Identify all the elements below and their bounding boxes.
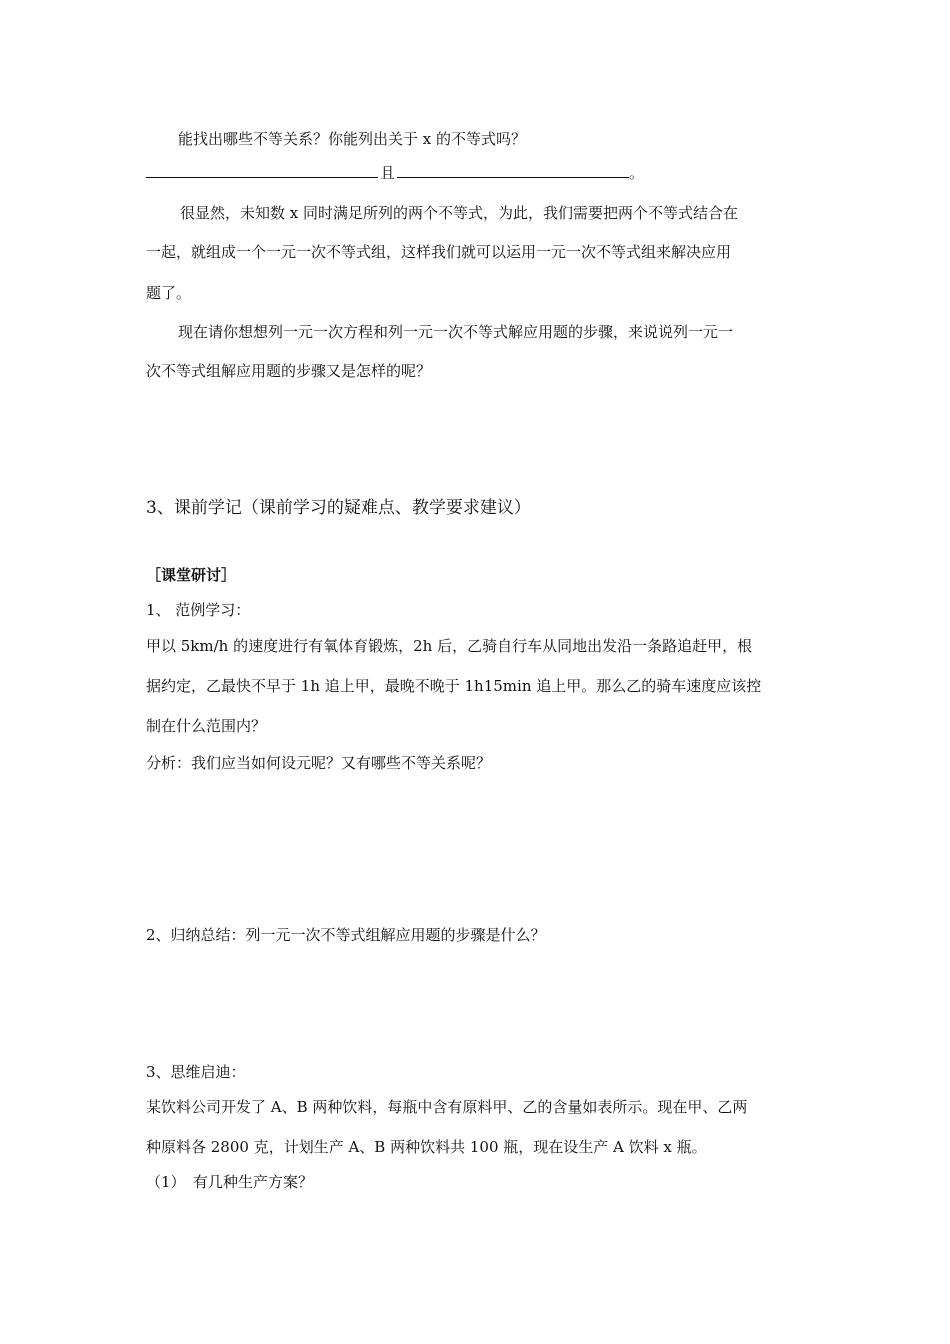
thinking-question-1: （1） 有几种生产方案？	[146, 1173, 314, 1191]
section-3-title: 3、课前学记（课前学习的疑难点、教学要求建议）	[146, 498, 531, 518]
paragraph-2-line-1: 现在请你想想列一元一次方程和列一元一次不等式解应用题的步骤，来说说列一元一	[178, 323, 734, 341]
example-analysis: 分析：我们应当如何设元呢？又有哪些不等关系呢？	[146, 754, 492, 772]
thinking-title: 3、思维启迪：	[146, 1063, 246, 1081]
blank-joiner: 且	[380, 164, 396, 182]
classroom-heading: ［课堂研讨］	[146, 566, 237, 584]
intro-question: 能找出哪些不等关系？你能列出关于 x 的不等式吗？	[178, 130, 526, 148]
paragraph-1-line-2: 一起，就组成一个一元一次不等式组，这样我们就可以运用一元一次不等式组来解决应用	[146, 243, 732, 261]
blank-end-mark: 。	[629, 164, 645, 182]
example-line-1: 甲以 5km/h 的速度进行有氧体育锻炼，2h 后，乙骑自行车从同地出发沿一条路追赶甲，根	[146, 637, 753, 655]
paragraph-1-line-1: 很显然，未知数 x 同时满足所列的两个不等式，为此，我们需要把两个不等式结合在	[180, 204, 738, 222]
example-line-3: 制在什么范围内？	[146, 717, 267, 735]
inequality-blanks-line	[146, 163, 644, 183]
answer-blank-1[interactable]	[146, 163, 378, 178]
example-title: 1、 范例学习：	[146, 601, 251, 619]
example-line-2: 据约定，乙最快不早于 1h 追上甲，最晚不晚于 1h15min 追上甲。那么乙的骑车速度应该控	[146, 677, 762, 695]
summary-title: 2、归纳总结：列一元一次不等式组解应用题的步骤是什么？	[146, 926, 546, 944]
thinking-line-2: 种原料各 2800 克，计划生产 A、B 两种饮料共 100 瓶，现在设生产 A 饮料 x 瓶。	[146, 1138, 707, 1156]
paragraph-1-line-3: 题了。	[146, 284, 192, 302]
answer-blank-2[interactable]	[397, 163, 629, 178]
thinking-line-1: 某饮料公司开发了 A、B 两种饮料，每瓶中含有原料甲、乙的含量如表所示。现在甲、乙两	[146, 1098, 748, 1116]
paragraph-2-line-2: 次不等式组解应用题的步骤又是怎样的呢？	[146, 362, 432, 380]
